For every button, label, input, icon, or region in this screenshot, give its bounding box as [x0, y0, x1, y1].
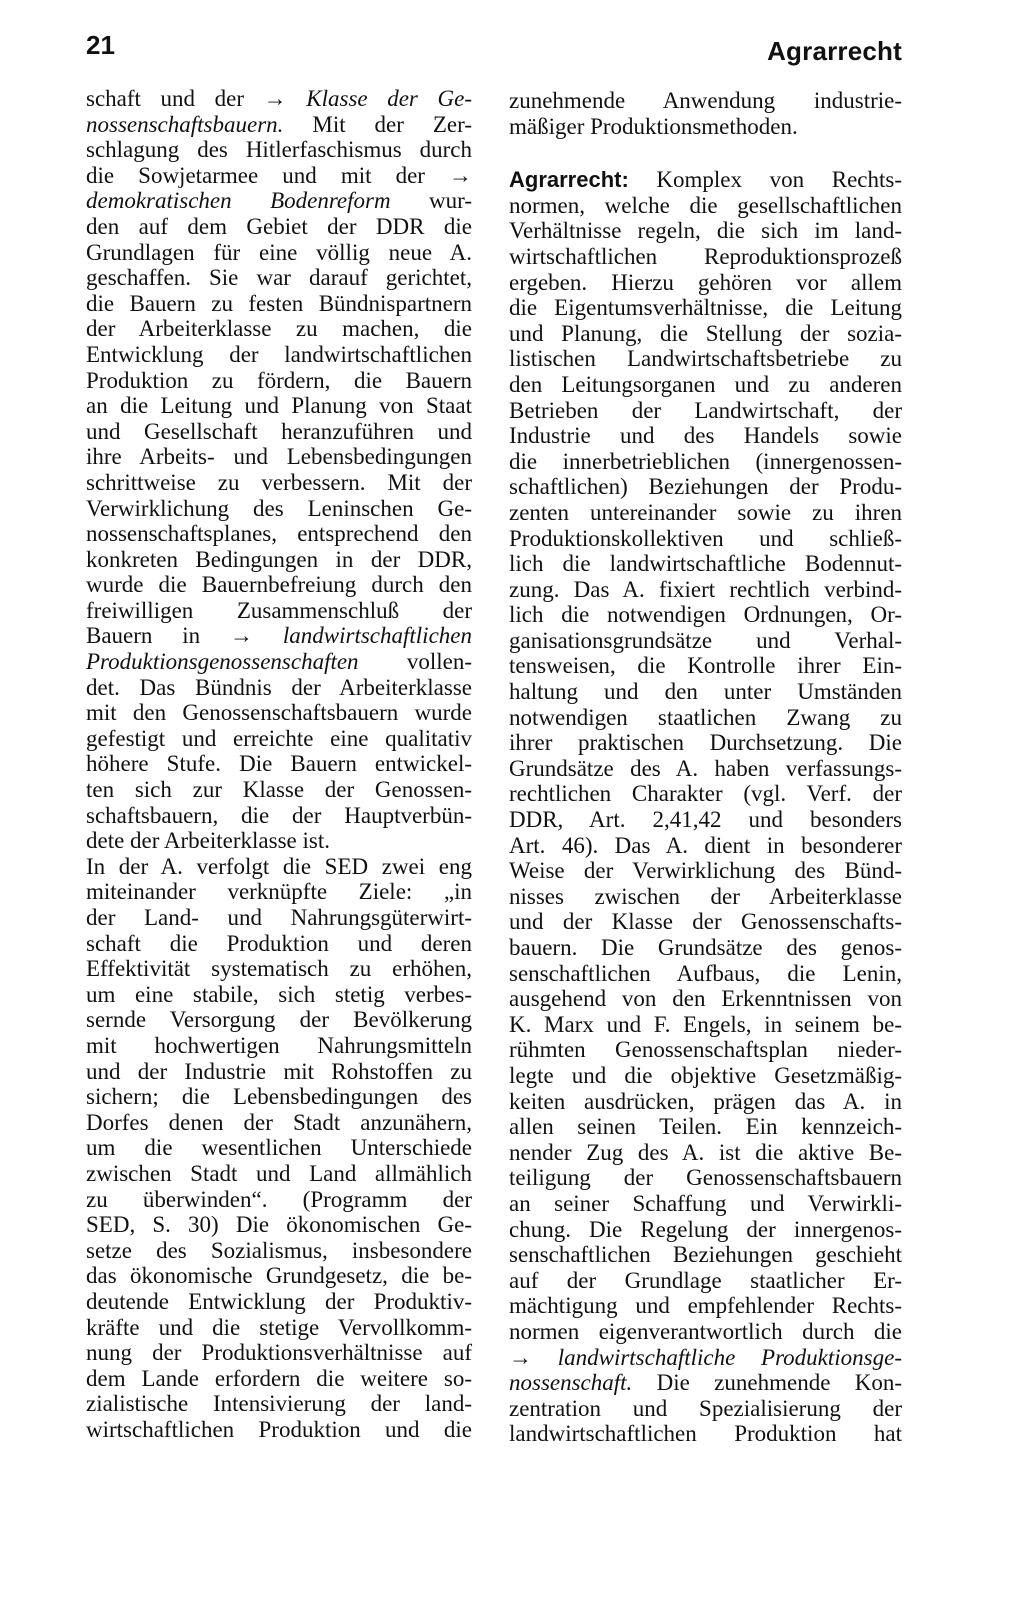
text-segment: haltung und den unter Umständen	[509, 679, 902, 705]
text-line	[509, 1396, 902, 1422]
text-segment: senschaftlichen Aufbaus, die Lenin,	[509, 960, 902, 986]
text-segment: um die wesentlichen Unterschiede	[86, 1135, 472, 1161]
text-segment: und der Klasse der Genossenschafts-	[509, 909, 902, 935]
text-line	[86, 931, 472, 957]
text-segment: konkreten Bedingungen in der DDR,	[86, 546, 472, 572]
text-line	[509, 1089, 902, 1115]
text-segment: und der Industrie mit Rohstoffen zu	[86, 1058, 472, 1084]
text-line	[86, 1212, 472, 1238]
text-line	[86, 982, 472, 1008]
text-segment: ergeben. Hierzu gehören vor allem	[509, 269, 902, 295]
text-segment: ten sich zur Klasse der Genossen-	[86, 777, 472, 803]
text-segment: deutende Entwicklung der Produktiv-	[86, 1288, 472, 1314]
text-segment: Bauern in →	[86, 623, 283, 649]
text-segment: Grundlagen für eine völlig neue A.	[86, 239, 472, 265]
text-segment: Weise der Verwirklichung des Bünd-	[509, 858, 902, 884]
text-line	[86, 393, 472, 419]
text-segment: legte und die objektive Gesetzmäßig-	[509, 1062, 902, 1088]
text-line	[86, 700, 472, 726]
text-line	[509, 1319, 902, 1345]
text-segment: der Land- und Nahrungsgüterwirt-	[86, 905, 472, 930]
text-segment: dete der Arbeiterklasse ist.	[86, 828, 330, 854]
text-segment: nender Zug des A. ist die aktive Be-	[509, 1139, 902, 1165]
text-line	[509, 321, 902, 347]
text-segment: allen seinen Teilen. Ein kennzeich-	[509, 1114, 902, 1140]
text-line	[509, 679, 902, 705]
text-line	[509, 884, 902, 910]
cross-reference: Klasse der Ge-	[306, 86, 472, 111]
text-segment: sichern; die Lebensbedingungen des	[86, 1084, 472, 1110]
text-segment: mit hochwertigen Nahrungsmitteln	[86, 1032, 472, 1058]
text-segment: schaft die Produktion und deren	[86, 930, 472, 956]
text-segment: lich die landwirtschaftliche Bodennut-	[509, 551, 902, 577]
text-segment: Industrie und des Handels sowie	[509, 423, 902, 449]
text-line	[509, 474, 902, 500]
text-segment: ihre Arbeits- und Lebensbedingungen	[86, 444, 472, 470]
text-line	[86, 623, 472, 649]
text-line	[509, 1217, 902, 1243]
text-segment: Verhältnisse regeln, die sich im land-	[509, 218, 902, 244]
text-segment: wirtschaftlichen Produktion und die	[86, 1416, 472, 1442]
text-segment: zenten untereinander sowie zu ihren	[509, 499, 902, 525]
text-line	[86, 1084, 472, 1110]
text-segment: zialistische Intensivierung der land-	[86, 1391, 472, 1417]
text-segment: normen eigenverantwortlich durch die	[509, 1318, 902, 1344]
text-line	[509, 1421, 902, 1447]
text-segment: Mit der Zer-	[283, 111, 472, 137]
text-line	[509, 1165, 902, 1191]
left-column	[86, 86, 472, 1442]
text-segment: ausgehend von den Erkenntnissen von	[509, 986, 902, 1012]
text-segment: die Bauern zu festen Bündnispartnern	[86, 290, 472, 316]
text-segment: Produktion zu fördern, die Bauern	[86, 367, 472, 393]
text-segment: vollen-	[358, 649, 472, 675]
text-line	[509, 114, 902, 140]
text-segment: um eine stabile, sich stetig verbes-	[86, 981, 472, 1007]
text-segment: schaftsbauern, die der Hauptverbün-	[86, 802, 472, 828]
text-segment: auf der Grundlage staatlicher Er-	[509, 1267, 902, 1293]
text-line	[509, 244, 902, 270]
text-segment: Produktionskollektiven und schließ-	[509, 525, 902, 551]
text-line	[86, 598, 472, 624]
text-segment: senschaftlichen Beziehungen geschieht	[509, 1242, 902, 1268]
text-segment: notwendigen staatlichen Zwang zu	[509, 704, 902, 730]
text-line	[509, 909, 902, 935]
text-segment: kräfte und die stetige Vervollkomm-	[86, 1314, 472, 1340]
text-line	[509, 602, 902, 628]
text-line	[86, 1289, 472, 1315]
cross-reference: nossenschaftsbauern.	[86, 111, 284, 137]
text-line	[509, 1012, 902, 1038]
text-line	[509, 756, 902, 782]
text-segment: lich die notwendigen Ordnungen, Or-	[509, 602, 902, 628]
text-line	[86, 1315, 472, 1341]
right-column	[509, 88, 902, 1447]
text-line	[86, 342, 472, 368]
text-line	[509, 167, 902, 193]
text-line	[86, 521, 472, 547]
text-line	[509, 1268, 902, 1294]
text-segment: geschaffen. Sie war darauf gerichtet,	[86, 265, 472, 291]
text-segment: tensweisen, die Kontrolle ihrer Ein-	[509, 653, 902, 679]
text-line	[86, 1238, 472, 1264]
text-line	[86, 751, 472, 777]
text-segment: Grundsätze des A. haben verfassungs-	[509, 755, 902, 781]
text-line	[86, 905, 472, 931]
text-segment: gefestigt und erreichte eine qualitativ	[86, 725, 472, 751]
text-line	[86, 86, 472, 112]
text-line	[86, 1187, 472, 1213]
text-line	[509, 449, 902, 475]
text-segment: setze des Sozialismus, insbesondere	[86, 1237, 472, 1263]
text-segment: sernde Versorgung der Bevölkerung	[86, 1007, 472, 1033]
text-line	[509, 88, 902, 114]
entry-term: Agrarrecht:	[509, 167, 629, 193]
text-segment: listischen Landwirtschaftsbetriebe zu	[509, 346, 902, 372]
text-line	[86, 188, 472, 214]
text-segment: höhere Stufe. Die Bauern entwickel-	[86, 751, 472, 777]
text-line	[86, 444, 472, 470]
text-line	[86, 1263, 472, 1289]
text-segment: die Sowjetarmee und mit der →	[86, 162, 472, 188]
text-line	[509, 551, 902, 577]
text-line	[509, 346, 902, 372]
text-segment: →	[509, 1344, 558, 1370]
text-line	[509, 705, 902, 731]
text-line	[86, 496, 472, 522]
text-segment: den auf dem Gebiet der DDR die	[86, 213, 472, 239]
text-line	[509, 1293, 902, 1319]
text-segment: det. Das Bündnis der Arbeiterklasse	[86, 674, 472, 700]
text-segment: SED, S. 30) Die ökonomischen Ge-	[86, 1212, 472, 1238]
text-line	[509, 1114, 902, 1140]
text-segment: Komplex von Rechts-	[628, 167, 902, 193]
paragraph-gap	[509, 139, 902, 167]
text-segment: Effektivität systematisch zu erhöhen,	[86, 956, 472, 982]
text-segment: schaftlichen) Beziehungen der Produ-	[509, 474, 902, 500]
text-line	[509, 1063, 902, 1089]
text-segment: Betrieben der Landwirtschaft, der	[509, 397, 902, 423]
text-line	[509, 653, 902, 679]
text-line	[509, 781, 902, 807]
text-segment: mit den Genossenschaftsbauern wurde	[86, 700, 472, 726]
text-line	[509, 807, 902, 833]
text-segment: mäßiger Produktionsmethoden.	[509, 113, 798, 139]
text-segment: schlagung des Hitlerfaschismus durch	[86, 137, 472, 163]
text-line	[86, 112, 472, 138]
text-line	[86, 1161, 472, 1187]
text-line	[86, 1417, 472, 1443]
text-line	[86, 163, 472, 189]
text-line	[86, 265, 472, 291]
text-segment: zunehmende Anwendung industrie-	[509, 88, 902, 113]
text-segment: freiwilligen Zusammenschluß der	[86, 597, 472, 623]
text-line	[86, 1007, 472, 1033]
text-line	[86, 828, 472, 854]
text-segment: DDR, Art. 2,41,42 und besonders	[509, 807, 902, 833]
text-segment: teiligung der Genossenschaftsbauern	[509, 1165, 902, 1191]
text-line	[86, 291, 472, 317]
text-line	[86, 1391, 472, 1417]
text-segment: dem Lande erfordern die weitere so-	[86, 1365, 472, 1391]
text-segment: landwirtschaftlichen Produktion hat	[509, 1421, 902, 1447]
text-line	[509, 628, 902, 654]
text-segment: chung. Die Regelung der innergenos-	[509, 1216, 902, 1242]
text-line	[86, 803, 472, 829]
text-segment: rühmten Genossenschaftsplan nieder-	[509, 1037, 902, 1063]
text-segment: ihrer praktischen Durchsetzung. Die	[509, 730, 902, 756]
text-segment: Art. 46). Das A. dient in besonderer	[509, 832, 902, 858]
text-segment: schaft und der →	[86, 86, 307, 111]
text-line	[86, 419, 472, 445]
text-line	[86, 470, 472, 496]
text-line	[509, 398, 902, 424]
text-line	[86, 1033, 472, 1059]
text-line	[86, 214, 472, 240]
text-line	[86, 649, 472, 675]
text-line	[509, 1370, 902, 1396]
text-line	[509, 423, 902, 449]
text-line	[509, 730, 902, 756]
page-number: 21	[86, 30, 115, 60]
text-line	[509, 1140, 902, 1166]
text-segment: bauern. Die Grundsätze des genos-	[509, 935, 902, 960]
text-line	[509, 193, 902, 219]
text-line	[509, 295, 902, 321]
text-line	[509, 833, 902, 859]
text-segment: und Gesellschaft heranzuführen und	[86, 418, 472, 444]
text-segment: Die zunehmende Kon-	[632, 1370, 902, 1396]
text-segment: schrittweise zu verbessern. Mit der	[86, 469, 472, 495]
text-segment: miteinander verknüpfte Ziele: „in	[86, 879, 472, 905]
text-line	[86, 1135, 472, 1161]
text-segment: das ökonomische Grundgesetz, die be-	[86, 1263, 472, 1289]
text-segment: rechtlichen Charakter (vgl. Verf. der	[509, 781, 902, 807]
text-segment: an seiner Schaffung und Verwirkli-	[509, 1190, 902, 1216]
text-segment: den Leitungsorganen und zu anderen	[509, 371, 902, 397]
text-line	[86, 726, 472, 752]
text-segment: die innerbetrieblichen (innergenossen-	[509, 448, 902, 474]
text-line	[86, 240, 472, 266]
text-segment: nisses zwischen der Arbeiterklasse	[509, 883, 902, 909]
cross-reference: nossenschaft.	[509, 1370, 633, 1396]
text-segment: wur-	[390, 188, 473, 214]
text-line	[86, 854, 472, 880]
text-segment: der Arbeiterklasse zu machen, die	[86, 316, 472, 342]
text-segment: und Planung, die Stellung der sozia-	[509, 320, 902, 346]
running-title: Agrarrecht	[767, 36, 902, 66]
text-segment: keiten ausdrücken, prägen das A. in	[509, 1088, 902, 1114]
text-line	[509, 1191, 902, 1217]
text-segment: ganisationsgrundsätze und Verhal-	[509, 627, 902, 653]
text-segment: Dorfes denen der Stadt anzunähern,	[86, 1109, 472, 1135]
text-segment: wurde die Bauernbefreiung durch den	[86, 572, 472, 598]
text-segment: nung der Produktionsverhältnisse auf	[86, 1340, 472, 1366]
text-line	[86, 137, 472, 163]
text-segment: zung. Das A. fixiert rechtlich verbind-	[509, 576, 902, 602]
text-line	[509, 270, 902, 296]
text-line	[509, 372, 902, 398]
text-line	[86, 777, 472, 803]
text-line	[86, 572, 472, 598]
text-line	[509, 526, 902, 552]
text-line	[86, 879, 472, 905]
text-segment: zu überwinden“. (Programm der	[86, 1186, 472, 1212]
text-line	[509, 500, 902, 526]
cross-reference: Produktionsgenossenschaften	[86, 649, 359, 675]
text-line	[509, 986, 902, 1012]
text-segment: Entwicklung der landwirtschaftlichen	[86, 341, 472, 367]
cross-reference: demokratischen Bodenreform	[86, 188, 391, 214]
text-line	[86, 1110, 472, 1136]
text-line	[509, 1242, 902, 1268]
text-line	[509, 858, 902, 884]
text-segment: wirtschaftlichen Reproduktionsprozeß	[509, 243, 902, 269]
text-line	[86, 316, 472, 342]
text-segment: zentration und Spezialisierung der	[509, 1395, 902, 1421]
text-segment: mächtigung und empfehlender Rechts-	[509, 1293, 902, 1319]
cross-reference: landwirtschaftliche Produktionsge-	[557, 1344, 902, 1370]
text-segment: In der A. verfolgt die SED zwei eng	[86, 853, 472, 879]
text-line	[86, 1366, 472, 1392]
text-line	[86, 1340, 472, 1366]
text-segment: die Eigentumsverhältnisse, die Leitung	[509, 295, 902, 321]
text-segment: K. Marx und F. Engels, in seinem be-	[509, 1011, 902, 1037]
text-line	[509, 961, 902, 987]
text-line	[509, 1345, 902, 1371]
cross-reference: landwirtschaftlichen	[282, 623, 472, 649]
text-line	[509, 577, 902, 603]
text-line	[509, 218, 902, 244]
text-line	[86, 368, 472, 394]
text-segment: an die Leitung und Planung von Staat	[86, 393, 472, 419]
text-line	[509, 935, 902, 961]
text-segment: nossenschaftsplanes, entsprechend den	[86, 521, 472, 547]
text-line	[86, 1059, 472, 1085]
text-line	[86, 547, 472, 573]
text-segment: zwischen Stadt und Land allmählich	[86, 1160, 472, 1186]
text-line	[509, 1037, 902, 1063]
text-line	[86, 675, 472, 701]
text-segment: normen, welche die gesellschaftlichen	[509, 192, 902, 218]
text-line	[86, 956, 472, 982]
text-segment: Verwirklichung des Leninschen Ge-	[86, 495, 472, 521]
